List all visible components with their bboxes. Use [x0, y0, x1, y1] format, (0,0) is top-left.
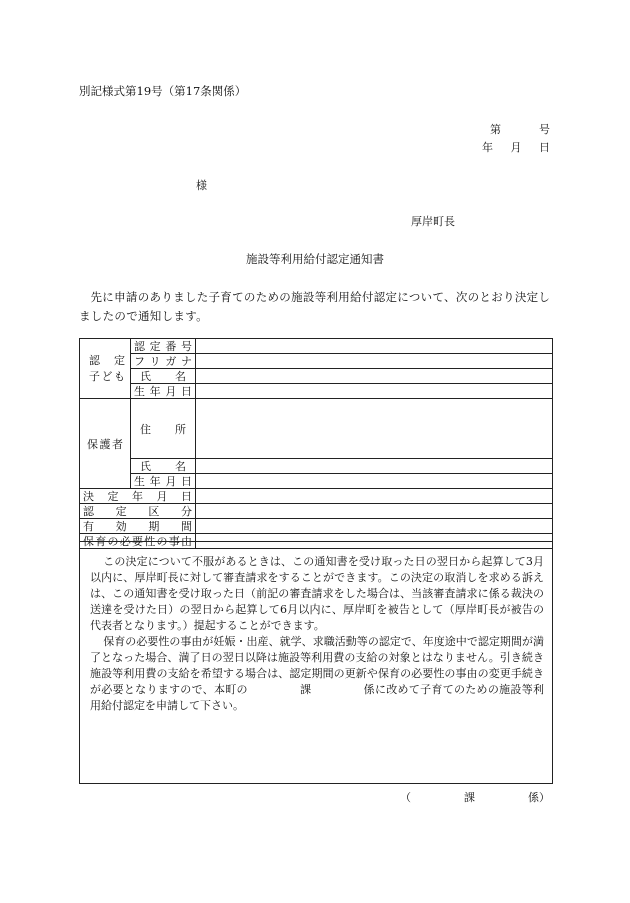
recipient-suffix: 様	[196, 179, 207, 192]
row-label-childcare-reason: 保 育 の 必 要 性 の 事 由	[80, 534, 196, 549]
decision-date-value	[196, 489, 553, 504]
furigana-value	[196, 354, 553, 369]
number-prefix: 第	[490, 123, 501, 136]
form-number-label: 別記様式第19号（第17条関係）	[79, 84, 247, 98]
document-title: 施設等利用給付認定通知書	[246, 252, 384, 266]
appeal-notice-paragraph: この決定について不服があるときは、この通知書を受け取った日の翌日から起算して3月以内に、厚岸町長に対して審査請求をすることができます。この決定の取消しを求める訴えは、この通知書を受け取った日（前記の審査請求をした場合は、当該審査請求に係る裁決の送達を受けた日）の翌日から起算して6月以内に、厚岸町を被告として（厚岸町長が被告の代表者となります。）提起することができます。	[90, 555, 544, 632]
row-label-cert-category: 認 定 区 分	[80, 504, 196, 519]
child-birthdate-value	[196, 384, 553, 399]
row-label-child-birthdate: 生 年 月 日	[131, 384, 196, 399]
cert-number-value	[196, 339, 553, 354]
appeal-notice-box	[79, 541, 553, 784]
date-month: 月	[510, 141, 522, 154]
row-label-guardian-birthdate: 生 年 月 日	[131, 474, 196, 489]
date-year: 年	[482, 141, 493, 154]
row-label-child-name: 氏 名	[131, 369, 196, 384]
guardian-birthdate-value	[196, 474, 553, 489]
child-name-value	[196, 369, 553, 384]
number-suffix: 号	[539, 123, 550, 136]
issue-date	[482, 139, 550, 155]
guardian-name-value	[196, 459, 553, 474]
row-label-address: 住 所	[131, 399, 196, 459]
address-value	[196, 399, 553, 459]
renewal-notice-paragraph: 保育の必要性の事由が妊娠・出産、就学、求職活動等の認定で、年度途中で認定期間が満了となった場合、満了日の翌日以降は施設等利用費の支給の対象とはなりません。引き続き施設等利用費の支給を希望する場合は、認定期間の更新や保育の必要性の事由の変更手続きが必要となりますので、本町の 課 係に改めて子育てのための施設等利用給付認定を申請して下さい。	[90, 635, 544, 712]
row-label-guardian-name: 氏 名	[131, 459, 196, 474]
row-label-validity-period: 有 効 期 間	[80, 519, 196, 534]
child-group-label: 認 定 子 ど も	[80, 339, 131, 399]
row-label-furigana: フ リ ガ ナ	[131, 354, 196, 369]
certification-table	[79, 338, 553, 549]
guardian-group-label: 保 護 者	[80, 399, 131, 489]
row-label-decision-date: 決 定 年 月 日	[80, 489, 196, 504]
row-label-cert-number: 認 定 番 号	[131, 339, 196, 354]
contact-department: （ 課 係）	[400, 791, 550, 804]
validity-period-value	[196, 519, 553, 534]
cert-category-value	[196, 504, 553, 519]
intro-text: 先に申請のありました子育てのための施設等利用給付認定について、次のとおり決定しましたので通知します。	[79, 290, 551, 323]
date-day: 日	[539, 141, 550, 154]
document-number	[490, 121, 550, 137]
issuer-name: 厚岸町長	[411, 215, 455, 228]
